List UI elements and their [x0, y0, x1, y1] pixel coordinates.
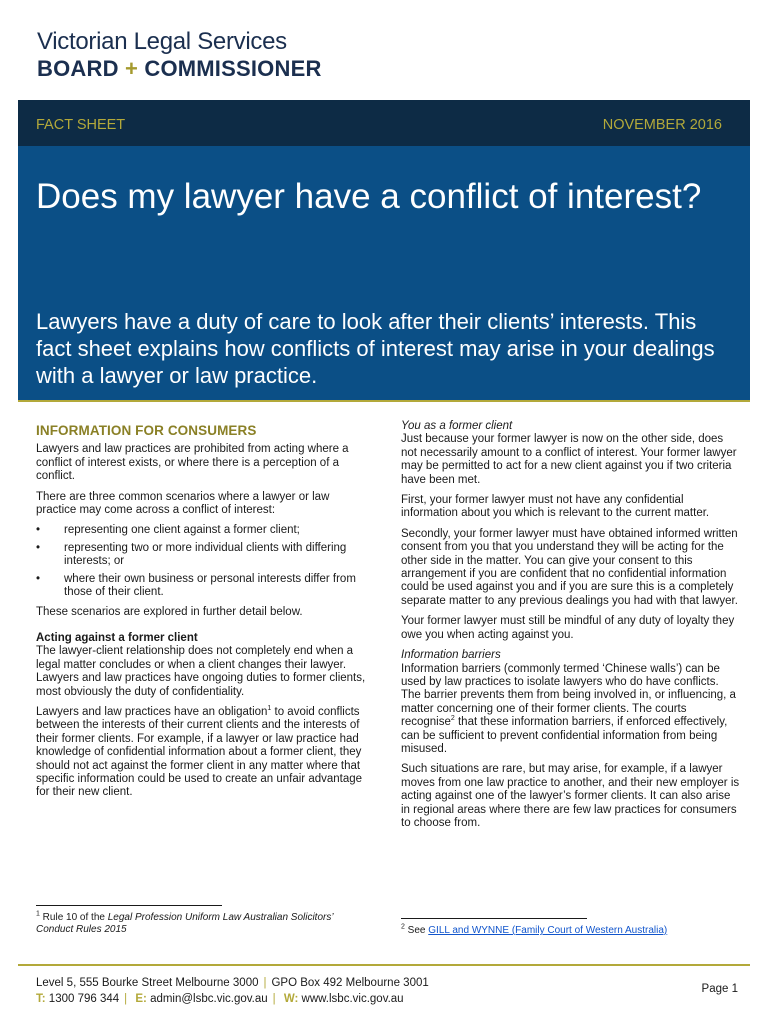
footnote-divider: [36, 905, 222, 906]
paragraph: First, your former lawyer must not have any confidential information about you which is relevant to the current matter.: [401, 494, 710, 520]
paragraph: Secondly, your former lawyer must have obtained informed written consent from you that you understand they will be acting for the other side in the matter. You can give your consent to this arrangement if you are confident that no confidential information could be used against you and if you are sure this is a completely separate matter to any previous dealings you had with that lawyer.: [401, 527, 738, 607]
paragraph: Lawyers and law practices are prohibited from acting where a conflict of interest exists, or where there is a perception of a conflict.: [36, 443, 349, 483]
org-name-line1: Victorian Legal Services: [37, 28, 287, 55]
paragraph: These scenarios are explored in further detail below.: [36, 606, 303, 619]
page-number: Page 1: [701, 983, 738, 995]
org-logo: [37, 28, 322, 82]
footer-address: Level 5, 555 Bourke Street Melbourne 3000 | GPO Box 492 Melbourne 3001: [36, 977, 429, 989]
scenario-list: [36, 524, 368, 599]
footer-contacts: T: 1300 796 344 | E: admin@lsbc.vic.gov.au | W: www.lsbc.vic.gov.au: [36, 993, 404, 1005]
page-title: Does my lawyer have a conflict of interest?: [36, 177, 702, 216]
paragraph: The lawyer-client relationship does not completely end when a legal matter concludes or when a client changes their lawyer. Lawyers and law practices have ongoing duties to former clients, most obviously the duty of confidentiality.: [36, 645, 366, 698]
section-heading: INFORMATION FOR CONSUMERS: [36, 423, 257, 438]
fact-sheet-bar: [18, 100, 750, 146]
page-subtitle: Lawyers have a duty of care to look after their clients’ interests. This fact sheet explains how conflicts of interest may arise in your dealings with a lawyer or law practice.: [36, 309, 715, 388]
subheading-information-barriers: Information barriers: [401, 649, 501, 662]
paragraph: Lawyers and law practices have an obligation$^1$ to avoid conflicts between the interests of their current clients and the interests of their former clients. For example, if a lawyer or law practice had knowledge of confidential information about a former client, they should not act against the former client in any matter where that specific information could be used to create an unfair advantage for their new client.: [36, 705, 363, 799]
email-address[interactable]: admin@lsbc.vic.gov.au: [150, 993, 268, 1005]
footer-divider: [18, 964, 750, 966]
org-commissioner: COMMISSIONER: [144, 56, 322, 81]
phone-number: 1300 796 344: [48, 993, 120, 1005]
fact-sheet-label: FACT SHEET: [36, 117, 126, 133]
paragraph: Information barriers (commonly termed ‘Chinese walls’) can be used by law practices to isolate lawyers who do have conflicts. The barrier prevents them from being involved in, or influencing, a matter concerning one of their former clients. The courts recognise$^2$ that these information barriers, if enforced effectively, can be sufficient to prevent confidential information from being misused.: [401, 662, 736, 755]
website-link[interactable]: www.lsbc.vic.gov.au: [301, 993, 404, 1005]
hero-divider: [18, 400, 750, 402]
subheading-you-former-client: You as a former client: [401, 420, 513, 432]
list-item: • representing two or more individual clients with differing interests; or: [36, 541, 347, 568]
list-item: • representing one client against a former client;: [36, 524, 300, 537]
footnote-link[interactable]: GILL and WYNNE (Family Court of Western Australia): [428, 925, 668, 936]
footnote-ref: 2: [450, 715, 455, 723]
left-column: [36, 420, 368, 807]
footnote-2: $^2$ See GILL and WYNNE (Family Court of Western Australia): [401, 923, 668, 936]
right-column: [401, 420, 741, 837]
footnote-1: $^1$ Rule 10 of the Legal Profession Uniform Law Australian Solicitors’ Conduct Rules 2015: [36, 910, 334, 935]
paragraph: Such situations are rare, but may arise, for example, if a lawyer moves from one law practice to another, and their new employer is acting against one of the lawyer’s former clients. It can also arise in regional areas where there are few law practices for consumers to choose from.: [401, 763, 740, 829]
org-board: BOARD: [37, 56, 119, 81]
org-plus: +: [124, 56, 139, 81]
paragraph: There are three common scenarios where a lawyer or law practice may come across a conflict of interest:: [36, 490, 330, 517]
bullet-icon: •: [36, 541, 41, 554]
paragraph: Your former lawyer must still be mindful of any duty of loyalty they owe you when acting against you.: [401, 615, 735, 641]
footnote-divider: [401, 918, 587, 919]
org-name-line2: [37, 56, 322, 82]
paragraph: Just because your former lawyer is now on the other side, does not necessarily amount to a conflict of interest. Your former lawyer may be permitted to act for a new client against you if two criteria have been met.: [401, 433, 737, 486]
hero-banner: [18, 146, 750, 400]
bullet-icon: •: [36, 572, 41, 585]
subheading-former-client: Acting against a former client: [36, 631, 198, 644]
fact-sheet-date: NOVEMBER 2016: [602, 117, 722, 133]
list-item: • where their own business or personal interests differ from those of their client.: [36, 572, 356, 599]
footnote-ref: 1: [267, 705, 272, 713]
bullet-icon: •: [36, 524, 41, 537]
